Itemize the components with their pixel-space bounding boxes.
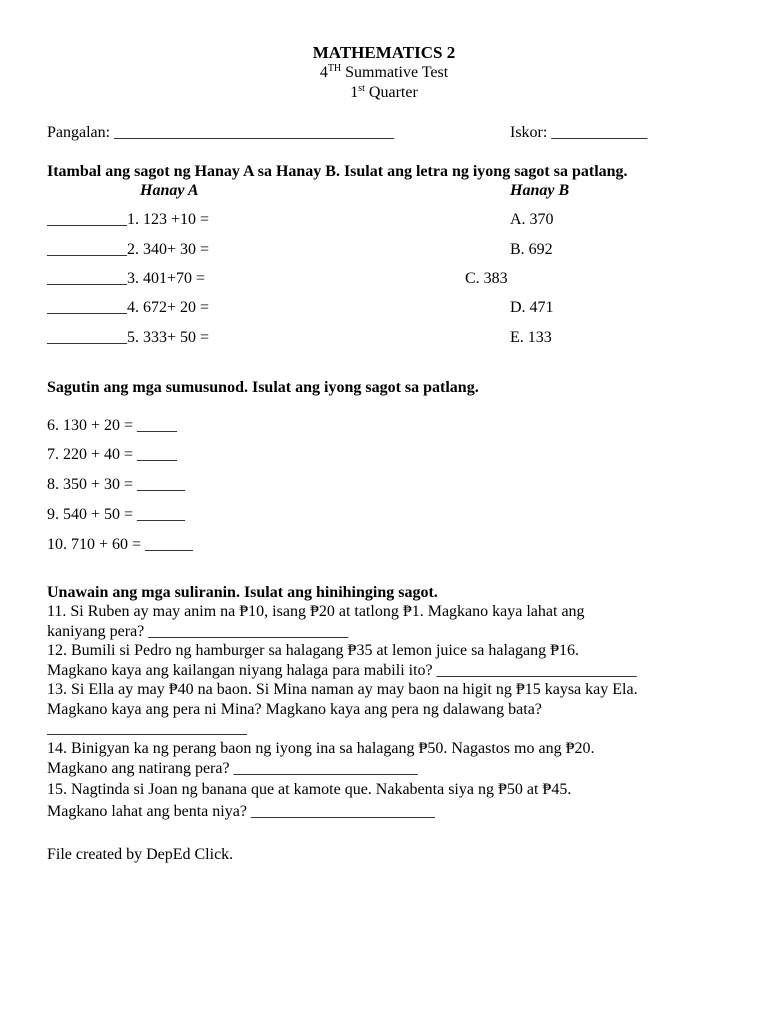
matching-question: __________3. 401+70 = xyxy=(47,270,206,287)
part1-instruction: Itambal ang sagot ng Hanay A sa Hanay B. Isulat ang letra ng iyong sagot sa patlang. xyxy=(47,163,628,180)
word-problem-line: 14. Binigyan ka ng perang baon ng iyong ina sa halagang ₱50. Nagastos mo ang ₱20. xyxy=(47,740,595,757)
word-problem-line: Magkano lahat ang benta niya? _______________________ xyxy=(47,803,435,820)
matching-answer: C. 383 xyxy=(465,270,508,287)
part3-instruction: Unawain ang mga suliranin. Isulat ang hinihinging sagot. xyxy=(47,584,438,601)
word-problem-line: 13. Si Ella ay may ₱40 na baon. Si Mina naman ay may baon na higit ng ₱15 kaysa kay Ela. xyxy=(47,681,638,698)
column-a-header: Hanay A xyxy=(140,182,199,199)
matching-question: __________1. 123 +10 = xyxy=(47,211,210,228)
part2-instruction: Sagutin ang mga sumusunod. Isulat ang iyong sagot sa patlang. xyxy=(47,379,479,396)
word-problem-line: Magkano kaya ang kailangan niyang halaga para mabili ito? _________________________ xyxy=(47,662,637,679)
matching-answer: B. 692 xyxy=(510,241,553,258)
page-title: MATHEMATICS 2 xyxy=(312,43,456,62)
matching-question: __________2. 340+ 30 = xyxy=(47,241,210,258)
matching-question: __________5. 333+ 50 = xyxy=(47,329,210,346)
word-problem-line: 15. Nagtinda si Joan ng banana que at kamote que. Nakabenta siya ng ₱50 at ₱45. xyxy=(47,781,572,798)
matching-answer: D. 471 xyxy=(510,299,554,316)
word-problem-line: Magkano kaya ang pera ni Mina? Magkano kaya ang pera ng dalawang bata? xyxy=(47,701,542,718)
test-subtitle: 4TH Summative Test xyxy=(319,63,449,81)
word-problem-line: kaniyang pera? _________________________ xyxy=(47,623,349,640)
addition-item: 10. 710 + 60 = ______ xyxy=(47,536,194,553)
addition-item: 9. 540 + 50 = ______ xyxy=(47,506,186,523)
column-b-header: Hanay B xyxy=(510,182,570,199)
word-problem-line: _________________________ xyxy=(47,720,247,737)
matching-answer: E. 133 xyxy=(510,329,552,346)
addition-item: 7. 220 + 40 = _____ xyxy=(47,446,178,463)
word-problem-line: Magkano ang natirang pera? _______________________ xyxy=(47,760,418,777)
word-problem-line: 12. Bumili si Pedro ng hamburger sa halagang ₱35 at lemon juice sa halagang ₱16. xyxy=(47,642,580,659)
matching-question: __________4. 672+ 20 = xyxy=(47,299,210,316)
word-problem-line: 11. Si Ruben ay may anim na ₱10, isang ₱20 at tatlong ₱1. Magkano kaya lahat ang xyxy=(47,603,585,620)
matching-answer: A. 370 xyxy=(510,211,554,228)
addition-item: 6. 130 + 20 = _____ xyxy=(47,417,178,434)
addition-item: 8. 350 + 30 = ______ xyxy=(47,476,186,493)
name-field-label: Pangalan: ___________________________________ xyxy=(47,124,395,141)
quarter-label: 1st Quarter xyxy=(350,83,418,101)
footer-credit: File created by DepEd Click. xyxy=(47,846,234,863)
score-field-label: Iskor: ____________ xyxy=(510,124,648,141)
